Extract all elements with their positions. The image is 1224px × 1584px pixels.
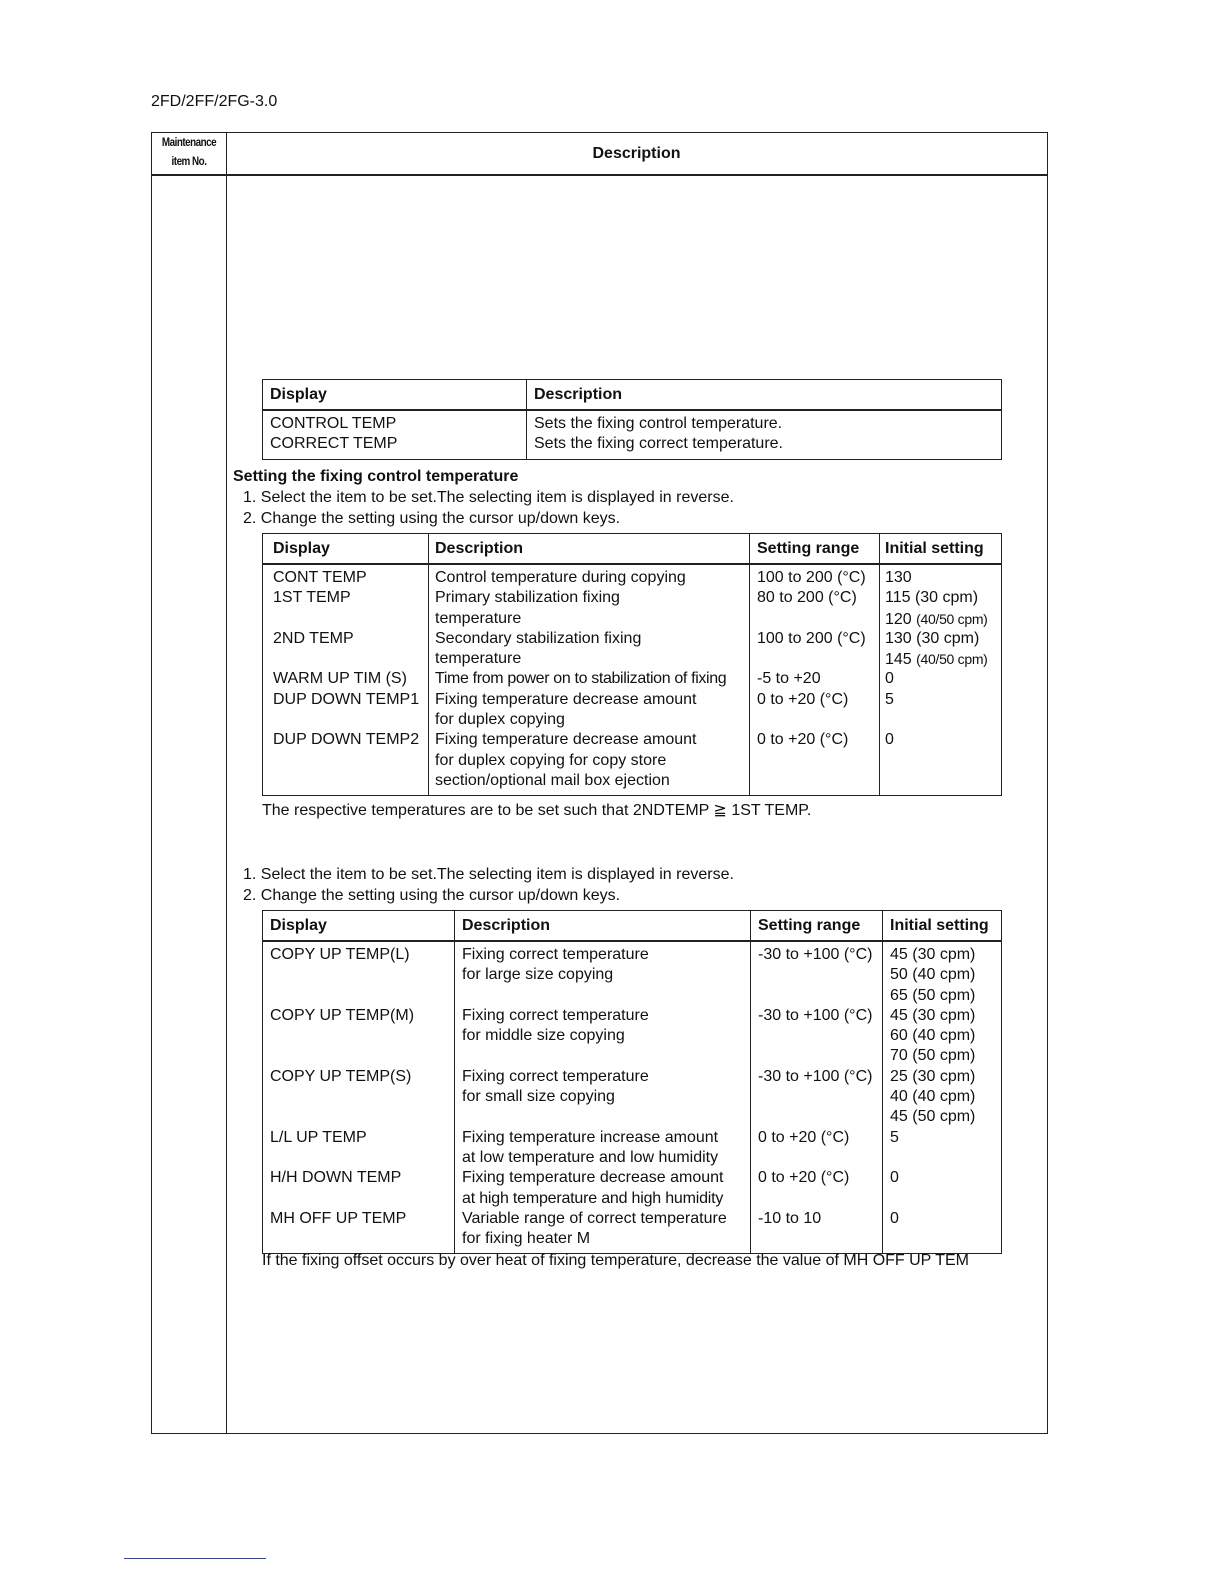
table-row-initial: 5 <box>885 690 894 708</box>
table-row-display: L/L UP TEMP <box>270 1128 367 1146</box>
table-row-display: COPY UP TEMP(L) <box>270 946 410 963</box>
table-row-range: 80 to 200 (°C) <box>757 589 857 607</box>
table3-header-range: Setting range <box>751 911 883 942</box>
table-row-description: Control temperature during copying <box>435 569 686 586</box>
table-row-display: COPY UP TEMP(S) <box>270 1067 412 1085</box>
table-row-range: -30 to +100 (°C) <box>758 946 873 963</box>
table-row-description: Fixing correct temperature <box>462 1067 649 1085</box>
table-row-description: Variable range of correct temperature <box>462 1209 727 1227</box>
table-row-range: -10 to 10 <box>758 1209 822 1227</box>
table1-header-display: Display <box>263 380 527 411</box>
settings-mode-table <box>262 379 1002 460</box>
section-heading: Setting the fixing control temperature <box>233 468 519 485</box>
footer-rule <box>124 1558 266 1559</box>
table-row-description: Fixing temperature decrease amount <box>435 731 697 749</box>
header-item-number-line1: Maintenance <box>161 135 217 149</box>
table2-display-cell <box>263 564 429 796</box>
table-row-range: -5 to +20 <box>757 670 821 688</box>
fixing-correct-table <box>262 910 1002 1254</box>
table-row-initial: 70 (50 cpm) <box>890 1047 976 1065</box>
table3-description-cell <box>455 941 751 1254</box>
table-row-description: for small size copying <box>462 1088 615 1106</box>
table1-row-display: CONTROL TEMP <box>270 415 397 432</box>
table-row-description: for duplex copying <box>435 711 565 729</box>
table3-header-display: Display <box>263 911 455 942</box>
table-row-initial: 40 (40 cpm) <box>890 1088 976 1106</box>
table-row-initial: 5 <box>890 1128 899 1146</box>
table-row-range: 0 to +20 (°C) <box>757 731 849 749</box>
table3-header-initial: Initial setting <box>883 911 1002 942</box>
table2-header-range: Setting range <box>750 534 880 565</box>
table-row-initial: 0 <box>890 1209 899 1227</box>
table-row-initial: 130 (30 cpm) <box>885 629 980 647</box>
table-row-initial: 0 <box>885 670 894 688</box>
fixing-control-table <box>262 533 1002 796</box>
table-row-initial: 120 (40/50 cpm) <box>885 610 988 628</box>
table-row-initial: 130 <box>885 569 912 586</box>
table-row-initial: 45 (50 cpm) <box>890 1108 976 1126</box>
table-row-range: 100 to 200 (°C) <box>757 629 866 647</box>
instruction-step: 1. Select the item to be set.The selecting item is displayed in reverse. <box>243 489 734 506</box>
header-rule <box>152 174 1047 176</box>
table1-row-description: Sets the fixing correct temperature. <box>534 435 783 453</box>
table1-row-display: CORRECT TEMP <box>270 435 398 453</box>
table-row-display: 1ST TEMP <box>273 589 351 607</box>
table-row-range: -30 to +100 (°C) <box>758 1067 873 1085</box>
table2-initial-cell <box>880 564 1002 796</box>
table-row-initial: 65 (50 cpm) <box>890 986 976 1004</box>
table-row-display: DUP DOWN TEMP1 <box>273 690 420 708</box>
table1-description-cell <box>527 410 1002 459</box>
table2-range-cell <box>750 564 880 796</box>
table-row-description: Primary stabilization fixing <box>435 589 620 607</box>
table-row-description: for duplex copying for copy store <box>435 751 667 769</box>
table-row-initial: 25 (30 cpm) <box>890 1067 976 1085</box>
table-note: If the fixing offset occurs by over heat of fixing temperature, decrease the value of MH OFF UP TEM <box>262 1252 969 1269</box>
table-row-description: Fixing correct temperature <box>462 1006 649 1024</box>
instruction-step: 2. Change the setting using the cursor up/down keys. <box>243 510 621 527</box>
header-item-number-line2: item No. <box>171 154 207 168</box>
table-row-display: CONT TEMP <box>273 569 367 586</box>
table-row-description: for large size copying <box>462 966 614 984</box>
table3-header-description: Description <box>455 911 751 942</box>
table-row-description: Fixing temperature decrease amount <box>435 690 697 708</box>
table-row-description: Time from power on to stabilization of fixing <box>435 670 727 688</box>
table-row-display: WARM UP TIM (S) <box>273 670 407 688</box>
header-item-number <box>159 133 220 174</box>
table-row-description: Fixing correct temperature <box>462 946 649 963</box>
table-row-initial: 115 (30 cpm) <box>885 589 979 607</box>
table-row-initial: 50 (40 cpm) <box>890 966 976 984</box>
table-row-display: H/H DOWN TEMP <box>270 1169 402 1187</box>
table-row-range: 0 to +20 (°C) <box>758 1169 850 1187</box>
table-row-display: COPY UP TEMP(M) <box>270 1006 415 1024</box>
table-row-initial: 0 <box>890 1169 899 1187</box>
table-row-description: section/optional mail box ejection <box>435 771 670 789</box>
table2-description-cell <box>429 564 750 796</box>
table3-initial-cell <box>883 941 1002 1254</box>
table-row-initial: 145 (40/50 cpm) <box>885 651 988 669</box>
table-row-range: 100 to 200 (°C) <box>757 569 866 586</box>
table3-range-cell <box>751 941 883 1254</box>
table-row-description: Fixing temperature decrease amount <box>462 1169 724 1187</box>
table2-header-display: Display <box>263 534 429 565</box>
table-row-initial: 60 (40 cpm) <box>890 1027 976 1045</box>
table-note: The respective temperatures are to be set such that 2NDTEMP ≧ 1ST TEMP. <box>262 802 812 819</box>
table-row-display: DUP DOWN TEMP2 <box>273 731 420 749</box>
table1-header-description: Description <box>527 380 1002 411</box>
table-row-initial: 45 (30 cpm) <box>890 1006 976 1024</box>
document-id: 2FD/2FF/2FG-3.0 <box>151 93 278 110</box>
instruction-step: 2. Change the setting using the cursor up/down keys. <box>243 887 621 904</box>
table-row-initial: 45 (30 cpm) <box>890 946 976 963</box>
table-row-description: temperature <box>435 650 522 668</box>
table2-header-initial: Initial setting <box>880 534 1002 565</box>
table-row-description: for middle size copying <box>462 1027 625 1045</box>
table-row-description: Secondary stabilization fixing <box>435 629 642 647</box>
instruction-step: 1. Select the item to be set.The selecting item is displayed in reverse. <box>243 866 734 883</box>
table1-row-description: Sets the fixing control temperature. <box>534 415 783 432</box>
table-row-description: Fixing temperature increase amount <box>462 1128 719 1146</box>
table-row-description: at low temperature and low humidity <box>462 1148 719 1166</box>
table-row-description: at high temperature and high humidity <box>462 1189 724 1207</box>
column-divider <box>226 133 227 1433</box>
table2-header-description: Description <box>429 534 750 565</box>
table-row-display: 2ND TEMP <box>273 629 354 647</box>
table-row-range: -30 to +100 (°C) <box>758 1006 873 1024</box>
table-row-description: temperature <box>435 609 522 627</box>
table-row-initial: 0 <box>885 731 894 749</box>
table-row-range: 0 to +20 (°C) <box>758 1128 850 1146</box>
table1-display-cell <box>263 410 527 459</box>
table-row-display: MH OFF UP TEMP <box>270 1209 407 1227</box>
table-row-range: 0 to +20 (°C) <box>757 690 849 708</box>
header-description: Description <box>592 145 681 162</box>
table-row-description: for fixing heater M <box>462 1230 591 1248</box>
table3-display-cell <box>263 941 455 1254</box>
